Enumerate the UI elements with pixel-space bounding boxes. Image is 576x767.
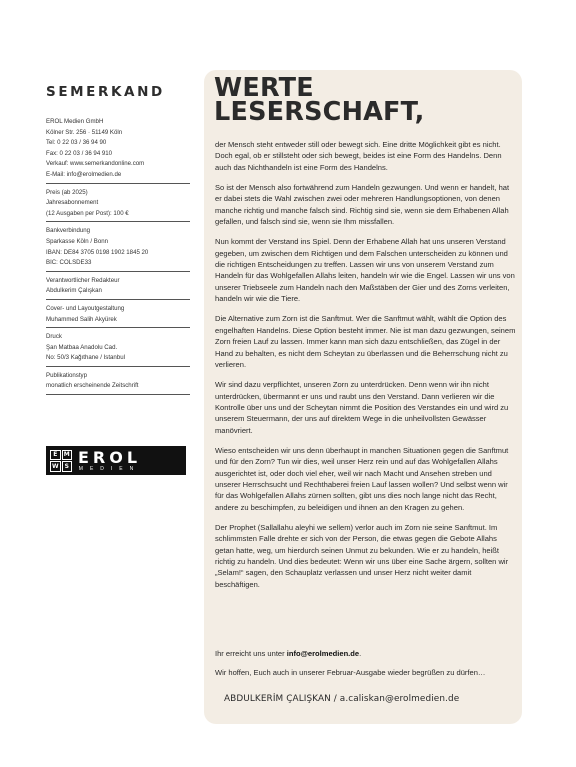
editor-block bbox=[46, 275, 190, 300]
publisher-sales: Verkauf: www.semerkandonline.com bbox=[46, 160, 145, 168]
paragraph: So ist der Mensch also fortwährend zum Handeln gezwungen. Und wenn er handelt, hat er dabei stets die Wahl zwischen zwei oder mehreren Handlungsoptionen, von denen manche richtig und manche falsch sind. Richtig sind sie, wenn sie dem Erhabenen Allah gefallen, und falsch sind sie, wenn sie Ihm missfallen. bbox=[215, 183, 510, 227]
semerkand-logo: SEMERKAND bbox=[46, 84, 165, 100]
bank-iban: IBAN: DE84 3705 0198 1902 1845 20 bbox=[46, 248, 149, 256]
erol-mark-letter: M bbox=[62, 450, 73, 461]
paragraph: Der Prophet (Sallallahu aleyhi we sellem) verlor auch im Zorn nie seine Sanftmut. Im schlimmsten Falle drehte er sich von der Person, die etwas gegen die Gebote Allahs getan hatte, weg, um hierdurch seinen Unmut zu bekunden. Wie er zu handeln, heißt richtig zu handeln. Und dies bedeutet: Wenn wir uns über eine Sache ärgern, sollten wir „Selam!“ sagen, den Schauplatz verlassen und unser Herz nicht weiter damit beschäftigen. bbox=[215, 522, 509, 589]
print-address-line2: No: 50/3 Kağıthane / Istanbul bbox=[46, 354, 125, 362]
erol-mark-letter: E bbox=[50, 450, 61, 461]
paragraph: Wieso entscheiden wir uns denn überhaupt in manchen Situationen gegen die Sanftmut und für den Zorn? Tun wir dies, weil unser Herz rein und auf das Wohlgefallen Allahs ausgerichtet ist, oder doch viel eher, weil wir nach Macht und Ansehen streben und unserer Herrschsucht und Rechthaberei freien Lauf lassen wollen? Und selbst wenn wir für das Wohlgefallen Allahs zürnen sollten, gibt uns dies noch lange nicht das Recht, andere zu beschimpfen, zu beleidigen und ihnen an den Kragen zu gehen. bbox=[215, 445, 509, 512]
imprint-sidebar bbox=[46, 84, 190, 398]
letter-body bbox=[215, 139, 517, 599]
erol-mark-letter: S bbox=[62, 461, 73, 472]
publisher-email: E-Mail: info@erolmedien.de bbox=[46, 170, 122, 178]
erol-logo-text bbox=[78, 449, 141, 472]
contact-prefix: Ihr erreicht uns unter bbox=[215, 649, 287, 658]
type-block bbox=[46, 370, 190, 395]
bank-name: Sparkasse Köln / Bonn bbox=[46, 237, 108, 245]
headline-line-2: LESERSCHAFT, bbox=[214, 97, 425, 127]
contact-email-link[interactable]: info@erolmedien.de bbox=[286, 649, 360, 658]
paragraph: der Mensch steht entweder still oder bewegt sich. Eine dritte Möglichkeit gibt es nicht. Doch egal, ob er stillsteht oder sich bewegt, beides ist eine Form des Handelns. Denn auch das Nichthandeln ist eine Form des Handelns. bbox=[215, 140, 502, 172]
signature: ABDULKERİM ÇALIŞKAN / a.caliskan@erolmedien.de bbox=[224, 694, 460, 704]
paragraph: Die Alternative zum Zorn ist die Sanftmut. Wer die Sanftmut wählt, wählt die Option des engelhaften Handelns. Diese Option besteht immer. Nie ist man dazu gezwungen, seinem Zorn freien Lauf zu lassen. Immer kann man sich dazu entschließen, das Zügel in der Hand zu behalten, es nicht dem Scheytan zu überlassen und die Beherrschung nicht zu verlieren. bbox=[215, 314, 516, 369]
erol-mark-icon bbox=[50, 450, 72, 472]
erol-medien-logo bbox=[46, 446, 186, 475]
price-amount: (12 Ausgaben per Post): 100 € bbox=[46, 209, 129, 217]
publisher-name: EROL Medien GmbH bbox=[46, 118, 104, 125]
publisher-fax: Fax: 0 22 03 / 36 94 910 bbox=[46, 149, 113, 157]
design-block bbox=[46, 303, 190, 328]
erol-wordmark: EROL bbox=[78, 448, 142, 467]
bank-bic: BIC: COLSDE33 bbox=[46, 259, 92, 267]
medien-wordmark: MEDIEN bbox=[78, 466, 141, 472]
bank-block bbox=[46, 225, 190, 271]
contact-line bbox=[215, 648, 517, 659]
letter-headline bbox=[214, 73, 425, 127]
print-block bbox=[46, 331, 190, 367]
price-heading: Preis (ab 2025) bbox=[46, 188, 88, 196]
paragraph: Nun kommt der Verstand ins Spiel. Denn der Erhabene Allah hat uns unseren Verstand gegeben, um zwischen dem Richtigen und dem Falschen unterscheiden zu können und die richtigen Entscheidungen zu treffen. Lassen wir uns von unserem Verstand zum Handeln für das Wohlgefallen Allahs leiten, handeln wir wie die Engel. Lassen wir uns von unserer Triebseele zum Handeln nach den Maßstäben der Gier und des Zorns verleiten, handeln wir wie die Tiere. bbox=[215, 237, 515, 304]
paragraph: Wir sind dazu verpflichtet, unseren Zorn zu unterdrücken. Denn wenn wir ihn nicht unterdrücken, übermannt er uns und raubt uns den Verstand. Dann verlieren wir die Kontrolle über uns und der Scheytan nimmt die Position des Verstandes ein und wird zu unserem Steuermann, der uns auf direktem Wege in die unheilvollsten Gewässer manövriert. bbox=[215, 380, 509, 435]
editor-name: Abdulkerim Çalışkan bbox=[46, 287, 102, 295]
editor-heading: Verantwortlicher Redakteur bbox=[46, 276, 120, 284]
print-address-line1: Şan Matbaa Anadolu Cad. bbox=[46, 343, 118, 351]
price-block bbox=[46, 187, 190, 223]
price-subscription: Jahresabonnement bbox=[46, 199, 99, 207]
publisher-phone: Tel: 0 22 03 / 36 94 90 bbox=[46, 139, 107, 147]
type-heading: Publikationstyp bbox=[46, 371, 87, 379]
print-heading: Druck bbox=[46, 333, 62, 341]
bank-heading: Bankverbindung bbox=[46, 227, 91, 235]
publisher-address: Kölner Str. 256 · 51149 Köln bbox=[46, 128, 123, 136]
closing-line: Wir hoffen, Euch auch in unserer Februar-Ausgabe wieder begrüßen zu dürfen… bbox=[215, 668, 486, 677]
design-name: Muhammed Salih Akyürek bbox=[46, 315, 117, 323]
type-value: monatlich erscheinende Zeitschrift bbox=[46, 382, 139, 390]
contact-suffix: . bbox=[359, 649, 362, 658]
headline-line-1: WERTE bbox=[214, 73, 314, 103]
erol-mark-letter: W bbox=[51, 462, 59, 470]
design-heading: Cover- und Layoutgestaltung bbox=[46, 304, 125, 312]
publisher-block bbox=[46, 116, 190, 184]
